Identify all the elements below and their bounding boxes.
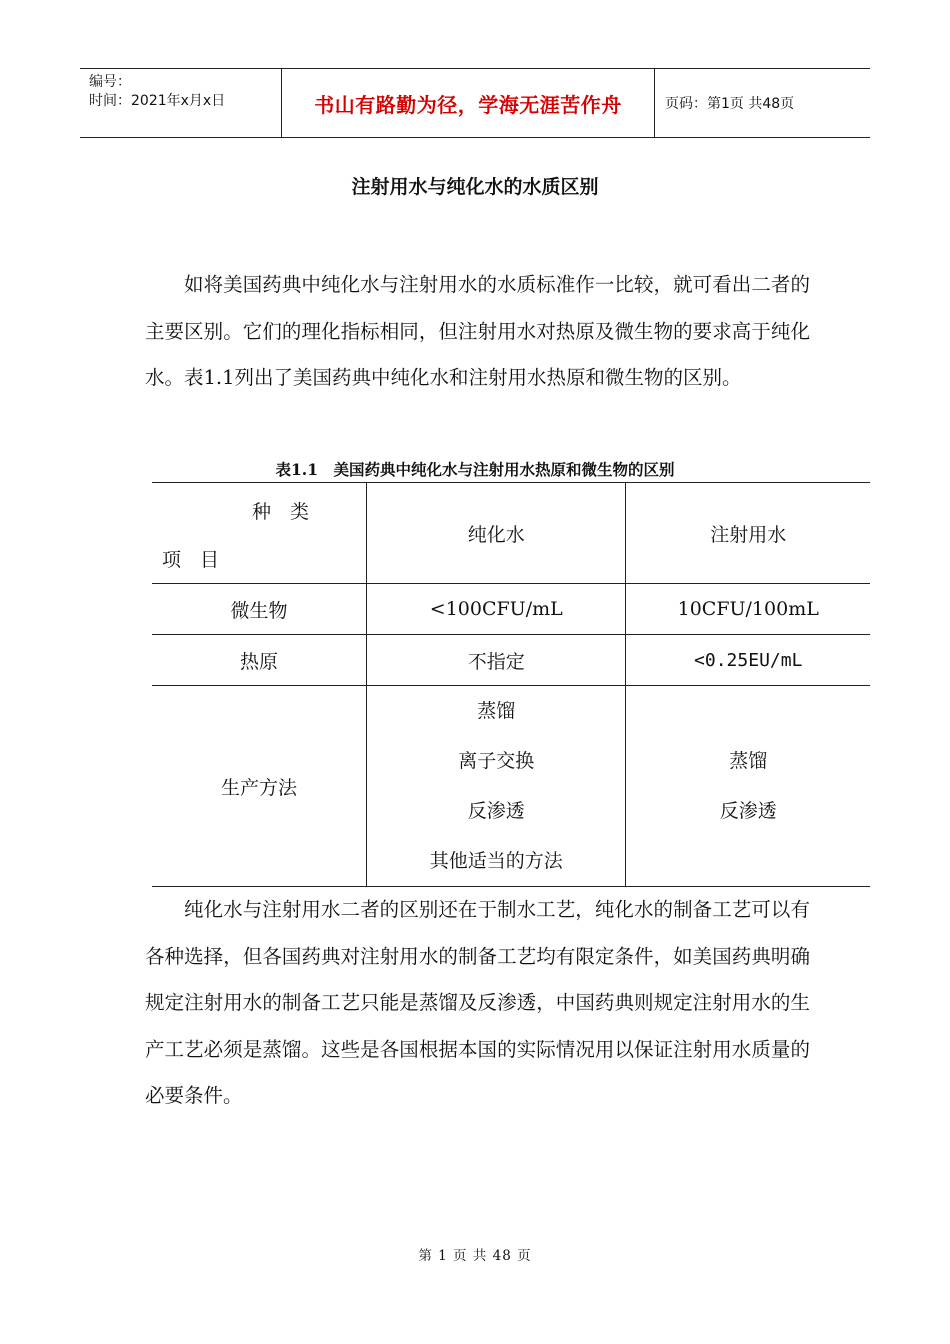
row-injection-value: <0.25EU/mL [626, 635, 870, 686]
row-item: 微生物 [152, 584, 367, 635]
table-row [152, 584, 870, 635]
row-pure-value: <100CFU/mL [367, 584, 626, 635]
method-pure-2: 反渗透 [467, 800, 525, 822]
method-pure-list [367, 686, 626, 887]
table-caption: 表1.1 美国药典中纯化水与注射用水热原和微生物的区别 [275, 460, 675, 479]
code-label: 编号： [89, 74, 131, 90]
paragraph-intro: 如将美国药典中纯化水与注射用水的水质标准作一比较，就可看出二者的主要区别。它们的理化指标相同，但注射用水对热原及微生物的要求高于纯化水。表1.1列出了美国药典中纯化水和注射用水热原和微生物的区别。 [145, 273, 810, 389]
row-pure-value: 不指定 [367, 635, 626, 686]
table-header-row [152, 483, 870, 584]
row-injection-value: 10CFU/100mL [626, 584, 870, 635]
header-page-info: 页码：第1页 共48页 [665, 96, 795, 112]
paragraph-process: 纯化水与注射用水二者的区别还在于制水工艺，纯化水的制备工艺可以有各种选择，但各国药典对注射用水的制备工艺均有限定条件，如美国药典明确规定注射用水的制备工艺只能是蒸馏及反渗透，中国药典则规定注射用水的生产工艺必须是蒸馏。这些是各国根据本国的实际情况用以保证注射用水质量的必要条件。 [145, 898, 810, 1107]
header-injection-water: 注射用水 [626, 483, 870, 584]
table-row-method [152, 686, 870, 887]
method-injection-0: 蒸馏 [729, 750, 768, 772]
header-motto: 书山有路勤为径，学海无涯苦作舟 [282, 69, 655, 137]
page-footer: 第 1 页 共 48 页 [418, 1248, 532, 1264]
document-title: 注射用水与纯化水的水质区别 [351, 176, 599, 198]
header-category-label: 种 类 [252, 501, 310, 523]
method-pure-3: 其他适当的方法 [429, 850, 563, 872]
time-label: 时间：2021年x月x日 [89, 93, 226, 109]
method-injection-list [626, 686, 870, 887]
header-diagonal-cell [152, 483, 367, 584]
method-item: 生产方法 [152, 686, 367, 887]
method-pure-0: 蒸馏 [477, 700, 516, 722]
page-header [80, 68, 870, 138]
row-item: 热原 [152, 635, 367, 686]
comparison-table [152, 482, 870, 887]
header-item-label: 项 目 [162, 549, 220, 571]
header-meta [80, 69, 282, 137]
method-injection-1: 反渗透 [719, 800, 777, 822]
method-pure-1: 离子交换 [458, 750, 535, 772]
table-row [152, 635, 870, 686]
header-pure-water: 纯化水 [367, 483, 626, 584]
